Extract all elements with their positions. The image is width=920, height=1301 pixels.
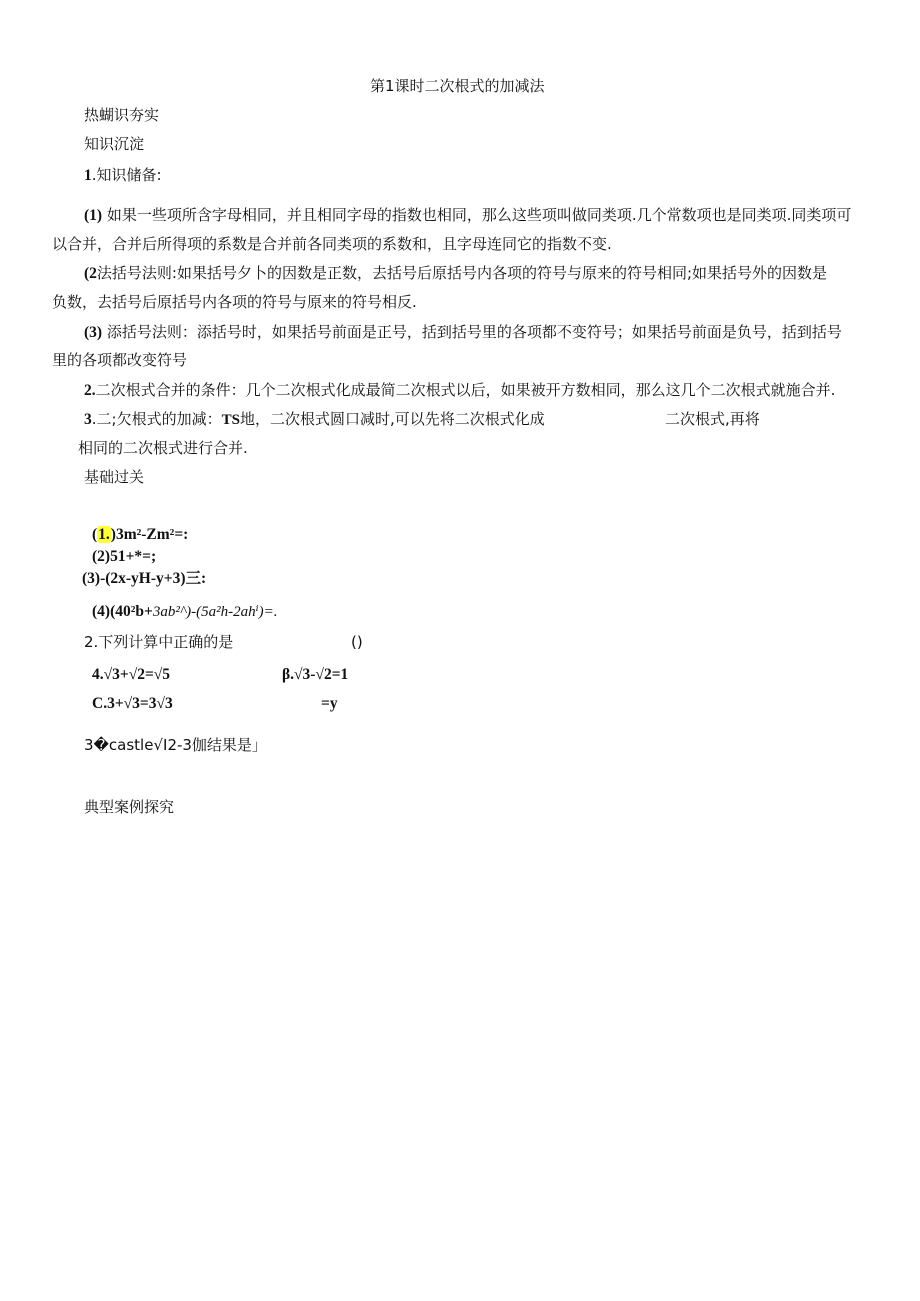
exercise-1-1-highlighted-number: 1. xyxy=(98,526,110,543)
exercise-1-4 xyxy=(92,601,278,622)
knowledge-item-3-number: 3 xyxy=(84,411,92,428)
paragraph-3-line-2: 里的各项都改变符号 xyxy=(52,351,188,369)
question-2 xyxy=(84,632,233,652)
exercise-1-1 xyxy=(92,525,188,545)
exercise-1-3: (3)-(2x-yH-y+3)三: xyxy=(82,570,207,587)
exercise-1-4-italic-part: 3ab²^)-(5a²h-2ahⁱ)=. xyxy=(152,604,278,620)
question-2-text: 2.下列计算中正确的是 xyxy=(84,633,234,651)
paragraph-1-text: 如果一些项所含字母相同，并且相同字母的指数也相同，那么这些项叫做同类项.几个常数项也是同类项.同类项可 xyxy=(106,206,852,224)
section-heading-prereq: 热蝴识夯实 xyxy=(84,106,160,124)
option-c: C.3+√3=3√3 xyxy=(92,695,173,712)
paragraph-2-line-1 xyxy=(84,263,827,284)
knowledge-item-2 xyxy=(84,380,835,401)
knowledge-item-3-line-1 xyxy=(84,409,545,430)
knowledge-item-2-text: 二次根式合并的条件：几个二次根式化成最简二次根式以后，如果被开方数相同，那么这几个二次根式就施合并. xyxy=(95,381,836,399)
exercise-1-1-open-paren: ( xyxy=(92,526,98,543)
knowledge-intro-number: 1 xyxy=(84,167,92,184)
knowledge-item-3-text-a: .二;欠根式的加减： xyxy=(91,410,222,428)
exercise-1-4-bold-part: (4)(40²b+ xyxy=(92,603,153,620)
paragraph-1-number: (1) xyxy=(84,207,103,224)
knowledge-item-3-ts: TS xyxy=(221,412,240,428)
question-2-answer-paren: () xyxy=(351,633,363,651)
paragraph-2-text: 法括号法则:如果括号夕卜的因数是正数，去括号后原括号内各项的符号与原来的符号相同;如果括号外的因数是 xyxy=(96,264,828,282)
paragraph-2-number: (2 xyxy=(84,265,97,282)
paragraph-3-line-1 xyxy=(84,322,842,343)
knowledge-item-3-tail: 二次根式,再将 xyxy=(665,410,760,428)
paragraph-1-line-1 xyxy=(84,205,851,226)
paragraph-3-text: 添括号法则：添括号时，如果括号前面是正号，括到括号里的各项都不变符号；如果括号前面是负号，括到括号 xyxy=(106,323,842,341)
option-d: =y xyxy=(321,695,338,712)
knowledge-item-3-line-2: 相同的二次根式进行合并. xyxy=(78,439,248,457)
question-3: 3�castle√I2-3伽结果是」 xyxy=(84,736,267,754)
section-heading-basic: 基础过关 xyxy=(84,468,145,486)
paragraph-1-line-2: 以合并，合并后所得项的系数是合并前各同类项的系数和，且字母连同它的指数不变. xyxy=(52,235,612,253)
exercise-1-2: (2)51+*=; xyxy=(92,548,157,565)
exercise-1-1-text: )3m²-Zm²=: xyxy=(110,526,189,543)
paragraph-2-line-2: 负数，去括号后原括号内各项的符号与原来的符号相反. xyxy=(52,293,417,311)
option-a: 4.√3+√2=√5 xyxy=(92,666,171,683)
page-title: 第1课时二次根式的加减法 xyxy=(370,77,545,95)
knowledge-item-2-number: 2. xyxy=(84,382,96,399)
section-heading-examples: 典型案例探究 xyxy=(84,798,175,816)
knowledge-item-3-text-b: 地，二次根式圆口减时,可以先将二次根式化成 xyxy=(239,410,545,428)
knowledge-intro-text: .知识储备: xyxy=(91,166,162,184)
knowledge-intro xyxy=(84,165,162,186)
option-b: β.√3-√2=1 xyxy=(282,666,349,683)
section-heading-knowledge: 知识沉淀 xyxy=(84,135,145,153)
paragraph-3-number: (3) xyxy=(84,324,103,341)
